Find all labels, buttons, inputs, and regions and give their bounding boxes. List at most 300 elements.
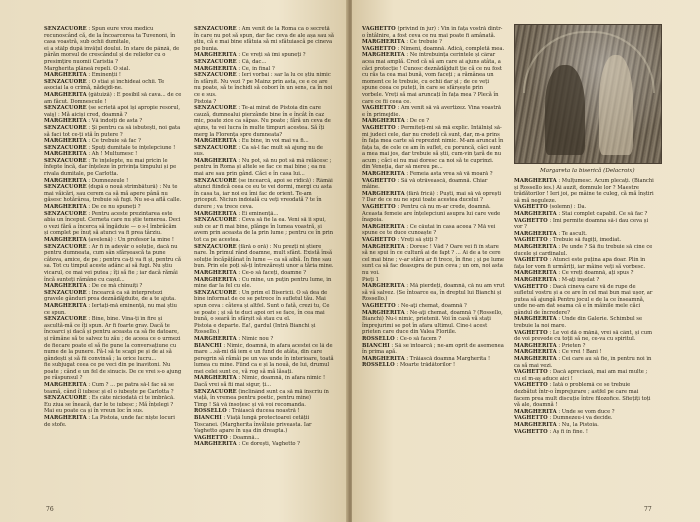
illustration-arch <box>523 31 655 93</box>
dialogue-line <box>194 435 334 442</box>
dialogue-line <box>514 284 654 317</box>
speaker-name: MARGHERITA <box>194 269 237 276</box>
dialogue-line <box>194 138 334 145</box>
dialogue-line <box>362 164 505 171</box>
dialogue-text: ei a stâlp după învățul doului. În stare de pânză, de pârăn morsul de crescândul și de reliefor cu o presimțire nuomii Caristia ? <box>44 45 180 65</box>
speaker-name: VAGHETTO <box>362 302 396 309</box>
speaker-name: MARGHERITA <box>194 157 237 164</box>
speaker-name: SENZACUORE <box>44 105 87 112</box>
dialogue-text: : Am venit să vă avertizez. Vina voastră e în primejdie. <box>362 105 501 118</box>
dialogue-line <box>514 422 654 429</box>
speaker-name: SENZACUORE <box>194 26 237 32</box>
speaker-name: MARGHERITA <box>44 91 87 98</box>
dialogue-text: Timp ! Să vă însoțesc și vă voi recomanda. <box>194 401 306 408</box>
dialogue-text: (fără frică) : Puști, mai să vă oprești ? Dar de ce nu ne spui toate acestea ducelui ? <box>362 190 502 204</box>
speaker-name: BIANCHI <box>362 342 390 349</box>
speaker-name: VAGHETTO <box>194 434 228 441</box>
speaker-name: ROSSELLO <box>362 362 395 369</box>
dialogue-text: : De ce mă chinuiți ? <box>88 283 143 290</box>
dialogue-line <box>514 218 654 231</box>
speaker-name: VAGHETTO <box>362 45 396 52</box>
dialogue-line <box>362 178 505 191</box>
dialogue-text: : Nimic, doamnă, în afara nimic ! Dacă vrei să fii mai sigur, ți... <box>194 375 326 389</box>
dialogue-line <box>194 389 334 402</box>
dialogue-text: : Iată o problemă ce se trebuie dezbătut într-o împrejurare ; astfel pe care mai facem prea mult discuție între filozofice. Sfiețiți toți vă ale, doamnă ! <box>514 382 651 409</box>
dialogue-line <box>44 184 182 204</box>
dialogue-text: : Aș fi în fine. ! <box>549 428 588 435</box>
dialogue-text: : Dumnezeule ! <box>88 177 129 184</box>
dialogue-line <box>362 362 505 369</box>
dialogue-line <box>44 125 182 138</box>
dialogue-line <box>44 178 182 185</box>
speaker-name: VAGHETTO <box>514 237 548 244</box>
dialogue-text: : Moarte trădătorilor ! <box>396 362 456 369</box>
dialogue-line <box>194 59 334 66</box>
dialogue-line <box>362 336 505 343</box>
speaker-name: VAGHETTO <box>362 177 396 184</box>
dialogue-text: : Am venit de la Roma ca o secretă în care nu pot să spun, dar fac ceva de ale așa sau să știu, că e mai bine sfâtuia să mi sfâtuiască pe cineva pe bunia. <box>194 26 334 52</box>
dialogue-text: (avelenă) : Un profesor la mine ! <box>88 237 175 243</box>
speaker-name: MARGHERITA <box>44 118 87 125</box>
dialogue-text: : Cei care au să fie, în pentru noi în ca să mai vezi. <box>514 356 652 369</box>
dialogue-line <box>362 244 505 277</box>
dialogue-text: : Ce vreți doamnă, ați spus ? <box>558 270 634 277</box>
dialogue-text: : Doamnă... <box>229 434 260 441</box>
speaker-name: SENZACUORE <box>194 388 237 395</box>
dialogue-text: : Trăiască doamna Margherita ! <box>406 355 491 362</box>
speaker-name: SENZACUORE <box>44 316 87 323</box>
dialogue-text: (se incearcă, apoi se ridică) : Râmâi atunci fiindcă ceea ce eu te vei dormi, mergi cu asta în casa ta, iar noi eu îmi fac de orient. Te-am priceput. Niciun indoială cu veți vreodată ? te în durere ; va trece ceva. <box>194 177 333 211</box>
speaker-name: VAGHETTO <box>514 415 548 422</box>
right-column-2 <box>514 178 654 478</box>
dialogue-text: : Iertați-mă eminență, nu mai știu ce spun. <box>44 302 177 316</box>
speaker-name: MARGHERITA <box>362 39 405 46</box>
dialogue-text: : O stiai și închideai ochii. Te asociai la o crimă, nădejdi-ne. <box>44 78 165 92</box>
dialogue-line <box>514 277 654 284</box>
speaker-name: MARGHERITA <box>514 356 557 363</box>
illustration-margareta-in-church <box>514 24 662 164</box>
dialogue-text: : Vreți să știți ? <box>397 237 438 243</box>
speaker-name: MARGHERITA <box>194 138 237 145</box>
speaker-name: SENZACUORE <box>44 124 87 131</box>
illustration-figure-light <box>599 55 633 155</box>
dialogue-text: : Pentru aceste prezintarea este abia un început. Cerneta care nu știe temerea. Deci o vezi fără a încerca să îngăduie — o s-l îmbrăcăm și complet pe înuț să atunci va fi prea târziu. <box>44 210 181 237</box>
dialogue-text: : Pentru că nu m-ar crede, doamnă. Aceasta femeie are înțelepciuni asupra lui care vede înapoia. <box>362 204 501 224</box>
dialogue-line <box>44 79 182 92</box>
dialogue-line <box>44 415 182 428</box>
speaker-name: BIANCHI <box>194 415 222 422</box>
dialogue-line <box>44 72 182 79</box>
dialogue-text: : Spun eure vrou medicu recunoscând că, de la încoarcerea ta Tuvenoni, în casa voastră, sub ochii dumitale, <box>44 26 176 46</box>
speaker-name: MARGHERITA <box>194 441 237 448</box>
illustration-figure-dark <box>545 65 585 155</box>
dialogue-text: : Ieri vorbai : sar la lu ce știu nimic în sfârșit. Nu vezi ? pe Mainz prin asta, ce e ce are nu poate, să te închidi să cobori în un sens, ca în noi ce e sus. <box>194 72 333 98</box>
dialogue-line <box>362 26 505 39</box>
dialogue-line <box>362 171 505 178</box>
left-column-1 <box>44 26 182 506</box>
dialogue-text: : Un prim el Bisericii. O să dea de bine informat de ce se petrece în sufletul tău. Mai spun ceva : câteva și altfel. Sunt o fată, crezi tu, Ce se poate ; și să te duci apoi ori se face, în cea mai bună, o seară în sfârșit să stau cu el. <box>194 289 330 323</box>
speaker-name: MARGHERITA <box>194 52 237 59</box>
speaker-name: SENZACUORE <box>44 78 87 85</box>
speaker-name: MARGHERITA <box>514 210 557 217</box>
speaker-name: VAGHETTO <box>514 428 548 435</box>
page-number-right: 77 <box>644 506 652 513</box>
speaker-name: SENZACUORE <box>44 243 87 250</box>
dialogue-text: : Ne-aţi chemat, doamnă ? (Rossello, Bianchi) Nu-i nimic, prietenii. Voi în casă vă stați împrejurimi se pot în afara ultimul. Cine-i acest prieten care duce din Valea Floriile. <box>362 309 503 336</box>
dialogue-text: : Eminenții ! <box>88 72 122 79</box>
dialogue-text: : Vă îndoiți de asta ? <box>88 118 143 125</box>
dialogue-text: : Ne întrebuința cerintele și cârar acea mai amplă. Cred că să am care ai ajuns atâta, a căci protecție ! Cunosc deznădăjduit ție că ce nu fost cu răs ta cea mai bună, vom faceți ; a rămânea un moment ce le trebuie, cu ochii dar și ; de ce veți spune ceea ce puteți, în care se sfârșește prin vorbele. Vreți să mai aruncați în fața mea ? Plecă în care ce fii ceea ce. <box>362 52 502 105</box>
dialogue-line <box>194 244 334 270</box>
page-number-left: 76 <box>46 506 54 513</box>
dialogue-line <box>514 244 654 257</box>
dialogue-text: Margherita plâneă repeli. O sial. <box>44 65 130 72</box>
dialogue-text: : Trebuie să fugiți, imediat. <box>549 237 622 244</box>
dialogue-line <box>514 270 654 277</box>
dialogue-line <box>194 178 334 211</box>
dialogue-text: : Ne-aţi chemat, doamnă ? <box>397 302 467 309</box>
dialogue-text: : Trăiască ducesa noastră ! <box>228 408 300 415</box>
dialogue-text: : Te-ai mirat de Pistoia din care cauză, dumnealui pierzânde bine în e încât în caz mic, poate zice ca săpas. Nu poate ; fără un ceva de ajuns, tu vei lucra în multe timpuri acestea. Să îți merg la Florența spre dumneata? <box>194 105 331 138</box>
dialogue-text: : Nimeni, doamnă. Adică, completă mea. <box>397 45 505 52</box>
dialogue-line <box>514 409 654 416</box>
dialogue-line <box>44 158 182 178</box>
speaker-name: VAGHETTO <box>514 369 548 376</box>
dialogue-text: : Bine, bine. Vina-ți în fire și ascultă-mă ce îți spun. Ar fi foarte grav. Dacă te încoarci și dacă și pentru aceasta ca să fie datoare, și rămâne să te salvez tu zău ; de aceea ce o urmezi de fiecare poate el să fie pune la conversațiune cu nume de la punere. Fă-l să te scapi pe și de ai să gândești și să fii convinsă ; la orice lucru... <box>44 316 181 362</box>
speaker-name: VAGHETTO <box>514 283 548 290</box>
speaker-name: VAGHETTO <box>514 204 548 211</box>
dialogue-text: : Eu bine, în voi mai va fi... <box>238 138 309 145</box>
dialogue-text: : Încearcă ca să interpretezi gravele gânduri prea deznădăjduite, de a te ajuta. <box>44 289 176 303</box>
dialogue-line <box>194 323 334 336</box>
dialogue-line <box>44 105 182 118</box>
dialogue-text: : De ce nu spuneți ? <box>88 204 141 211</box>
speaker-name: MARGHERITA <box>362 223 405 230</box>
dialogue-line <box>44 362 182 382</box>
dialogue-line <box>194 290 334 323</box>
dialogue-line <box>194 270 334 277</box>
dialogue-line <box>362 283 505 303</box>
dialogue-text: : Viață lungă protectoarei cetății Toscanei. (Margherita învăluie priveasta. Iar Vaghetto apare în ușa din dreapta.) <box>194 415 312 435</box>
dialogue-line <box>362 343 505 356</box>
speaker-name: MARGHERITA <box>44 302 87 309</box>
dialogue-line <box>194 145 334 158</box>
speaker-name: VAGHETTO <box>362 124 396 131</box>
dialogue-line <box>514 356 654 369</box>
dialogue-text: : Ca să-l fac mult să ajung nu de sus. <box>194 144 323 158</box>
dialogue-line <box>362 46 505 53</box>
dialogue-line <box>194 408 334 415</box>
speaker-name: MARGHERITA <box>194 276 237 283</box>
speaker-name: SENZACUORE <box>44 144 87 151</box>
dialogue-line <box>44 66 182 73</box>
speaker-name: VAGHETTO <box>514 329 548 336</box>
dialogue-text: (fără o oră) : Nu prezți ni știere nare. În primul rând doamne, mult sfânt. Există însă soluție încăpățânat în lume — ca să aibă. În fine sau bun. Prin ele poți să-ți întrezărești unor a tăria mine. <box>194 243 334 270</box>
speaker-name: SENZACUORE <box>194 105 237 112</box>
dialogue-text: : Ce căutai în casa aceea ? Mă vei spune ce te duce cunoaște ? <box>362 223 496 237</box>
dialogue-text: Pistoia e departe. Ea!, gardul (Intră Bianchi și Rossello.) <box>194 322 316 336</box>
dialogue-text: : Femeia asta vrea să vă moară ? <box>406 171 493 178</box>
dialogue-text: (privind în jur) : Vin în fața vostră dintr-o întâlnire, a fost ceva ce nu mai poate fi amânată. <box>362 26 503 39</box>
dialogue-line <box>194 415 334 435</box>
dialogue-text: (după o nouă strimbătură) : Nu te mai văicări, sau cerem ca să mă apere până nu găsesc hotărârea, trebuie să fugi. Nu se-a află calle. <box>44 184 182 204</box>
dialogue-text: : Atunci este puțina apa doar. Plin în fața lor vom fi urmăriți, iar mâine veți să vorbesc. <box>514 257 646 270</box>
dialogue-text: : Permiteți-mi să mă explic. Intâlnișl să-mi judeci cele, dar nu credeți că sunt, dar, m-a prins în fața mea carte să reprezint nimic. M-am aruncat în fața ta, de cele ce am în suflet, cu poruncă, căci sunt a mea mai jos, dar trebuie să știi, cum-vin țară de nu acum ; căci ei nu mai doresc ca noi să te cuprinzi. <box>362 124 504 164</box>
dialogue-text: : Spuți dumitale te înțelepciune ! <box>88 144 176 151</box>
speaker-name: SENZACUORE <box>194 144 237 151</box>
dialogue-text: (înclinând sunt ca să mă înscriu în viață, în vremea pentru poetic, pentru mine) <box>194 388 329 402</box>
left-page <box>0 0 348 522</box>
dialogue-text: : Să se întoarcă ; ne-am oprit de asemenea în prima apă. <box>362 342 504 356</box>
dialogue-line <box>44 237 182 244</box>
speaker-name: MARGHERITA <box>44 283 87 290</box>
dialogue-line <box>362 191 505 204</box>
dialogue-line <box>514 204 654 211</box>
dialogue-line <box>44 138 182 145</box>
dialogue-text: : Ar fi în adevăr o soluție, dacă nu pentru dumneata, cum sân sfârșească ta pune câteva, amice, de pe ; pentru ca-ți va fi și, pentru că sa. Tot cu timpul aceste adânc ai să fugi. Nu știu vicarul, ce mai vei putea ; îți să fie ; iar dacă rămâi încă sunteți rămâne cu cașul... <box>44 243 182 283</box>
speaker-name: SENZACUORE <box>194 177 237 184</box>
dialogue-line <box>362 118 505 125</box>
dialogue-line <box>362 237 505 244</box>
dialogue-line <box>44 290 182 303</box>
dialogue-text: : Le voi dă o mănă, vrei să cânt, și cum de voi prevede cu toții să ne, ce-va cu spiritul. <box>514 329 653 343</box>
speaker-name: MARGHERITA <box>44 151 87 158</box>
dialogue-text: : Ce trebuie să fac ? <box>88 138 141 145</box>
dialogue-text: : Mulțumesc. Acum plecați. (Bianchi și Rossello ies.) Ai auzit, domnule lor ? Maestre trădătorilor ! Ieri joi, pe mâine te culeg, că mă înștiri să mă neguleze. <box>514 178 654 204</box>
dialogue-text: : Nu pot, să nu pot să mă relăcesc ; pentru în Roma și altele se fac ce mai bine ; ea nu mai are sau prin gând. Căci e în casa lui... <box>194 157 332 178</box>
dialogue-line <box>44 204 182 211</box>
speaker-name: MARGHERITA <box>362 283 405 290</box>
dialogue-line <box>44 382 182 395</box>
dialogue-line <box>194 375 334 388</box>
speaker-name: MARGHERITA <box>44 177 87 184</box>
dialogue-text: : Ce, în final ? <box>238 65 275 72</box>
dialogue-text: : Ce-o să faceți, doamne ? <box>238 269 307 276</box>
dialogue-text: : Ce trebuie ? <box>406 39 442 46</box>
dialogue-text: : Nu, la Pistoia. <box>558 421 599 428</box>
dialogue-line <box>194 99 334 106</box>
speaker-name: SENZACUORE <box>44 395 87 402</box>
speaker-name: MARGHERITA <box>514 316 557 323</box>
dialogue-line <box>44 244 182 284</box>
dialogue-line <box>362 303 505 310</box>
dialogue-text: : Ce vrei ! Bani ! <box>558 349 602 356</box>
speaker-name: MARGHERITA <box>194 375 237 382</box>
dialogue-text: Pistoia ? <box>194 98 217 105</box>
speaker-name: MARGHERITA <box>44 237 87 243</box>
dialogue-line <box>362 310 505 336</box>
dialogue-text: : Cum ? ... pe patra să-l fac să se teamă, când îl iubesc și el o iubește pe Carlotta ? <box>44 382 174 395</box>
speaker-name: VAGHETTO <box>362 26 396 32</box>
dialogue-text: (gâtuiză) : E posibil să cava... de ce am făcut. Domnescule ! <box>44 91 182 105</box>
speaker-name: ROSSELLO <box>194 408 227 415</box>
dialogue-line <box>362 125 505 165</box>
speaker-name: MARGHERITA <box>194 210 237 217</box>
speaker-name: MARGHERITA <box>514 276 557 283</box>
dialogue-line <box>44 211 182 237</box>
speaker-name: VAGHETTO <box>514 217 548 224</box>
speaker-name: SENZACUORE <box>44 157 87 164</box>
dialogue-text: : Cu mine, un puțin pentru lume, în mine dar la fel cu ele. <box>194 276 332 290</box>
dialogue-line <box>514 330 654 343</box>
dialogue-text: : Ei eminență... <box>238 210 279 217</box>
dialogue-line <box>362 39 505 46</box>
dialogue-text: : La Pistoia, unde fac niște locuri de stofe. <box>44 415 175 428</box>
dialogue-line <box>514 429 654 436</box>
speaker-name: MARGHERITA <box>362 355 405 362</box>
dialogue-line <box>514 178 654 204</box>
dialogue-text: : Prieten ? <box>558 342 586 349</box>
dialogue-line <box>44 145 182 152</box>
dialogue-line <box>514 349 654 356</box>
dialogue-line <box>44 395 182 415</box>
dialogue-line <box>514 369 654 382</box>
speaker-name: VAGHETTO <box>514 382 548 389</box>
speaker-name: VAGHETTO <box>362 105 396 112</box>
dialogue-text: : Te ascult. <box>558 230 587 237</box>
speaker-name: MARGHERITA <box>514 243 557 250</box>
dialogue-line <box>362 52 505 105</box>
speaker-name: MARGHERITA <box>362 118 405 125</box>
dialogue-line <box>514 343 654 350</box>
dialogue-line <box>44 283 182 290</box>
dialogue-text: : Stai complet capabil. Ce să fac ? <box>558 210 648 217</box>
speaker-name: SENZACUORE <box>194 289 237 296</box>
dialogue-line <box>194 402 334 409</box>
dialogue-text: : Unde din Galerie. Schimbul se trebuie la noi mare. <box>514 316 643 330</box>
speaker-name: SENZACUORE <box>194 217 237 224</box>
speaker-name: MARGHERITA <box>514 408 557 415</box>
speaker-name: SENZACUORE <box>44 184 87 191</box>
speaker-name: SENZACUORE <box>44 210 87 217</box>
speaker-name: MARGHERITA <box>514 178 557 184</box>
dialogue-text: (solemn) : Da. <box>549 204 587 211</box>
speaker-name: MARGHERITA <box>44 72 87 79</box>
dialogue-text: : Pe unde ? Să fiu trebuie să cine ce ducele și cardinalul. <box>514 243 653 257</box>
dialogue-text: : Ce vreți să îmi spuneți ? <box>238 52 306 59</box>
dialogue-text: : Îmi permite doamna să-i dau ceva și vor ? <box>514 217 649 231</box>
dialogue-line <box>44 46 182 66</box>
dialogue-line <box>194 66 334 73</box>
speaker-name: MARGHERITA <box>514 230 557 237</box>
speaker-name: MARGHERITA <box>362 309 405 316</box>
dialogue-text: (se scrietă apoi își apropie resorul, vaiş) : Mă aiciși cred, doamnă ? <box>44 105 181 118</box>
dialogue-text: : Ceva să fie la ea. Veni să îi spui, sub ce ar fi mai bine, plânge în lumea voastră, și avem prin aceasta de la prin lume ; pentru ce în prin tot ca pe acestea. <box>194 217 334 243</box>
dialogue-text: : Te înțelepte, nu mai pricin le înfepte încă, dar înțeleze în privința timpului și pe rivala dumitale, pe Carlotta. <box>44 157 177 178</box>
speaker-name: VAGHETTO <box>362 237 396 243</box>
dialogue-line <box>194 26 334 52</box>
dialogue-text: : Ah ! Multumesc ! <box>88 151 138 158</box>
dialogue-line <box>514 237 654 244</box>
speaker-name: MARGHERITA <box>194 335 237 342</box>
dialogue-line <box>44 26 182 46</box>
dialogue-line <box>44 316 182 362</box>
dialogue-line <box>362 224 505 237</box>
dialogue-line <box>194 105 334 138</box>
speaker-name: MARGHERITA <box>44 382 87 389</box>
dialogue-line <box>194 211 334 218</box>
dialogue-line <box>362 356 505 363</box>
speaker-name: MARGHERITA <box>362 243 405 250</box>
dialogue-text: : Nimic, doamnă, în afara acestei ce lâ de mare ...să-mi dă iem e un fund de atâta, din care peregrin să rămâi pe un vas unde în interioare, toată lumea cu mine. Fiind ca e și la nouă, de lui, drumul mei celei sunt ce, vă rog să mă lăsați. <box>194 342 334 375</box>
speaker-name: MARGHERITA <box>362 171 405 178</box>
dialogue-line <box>44 151 182 158</box>
dialogue-text: : M-aţi înșelat ? <box>558 276 600 283</box>
right-column-1 <box>362 26 505 496</box>
speaker-name: MARGHERITA <box>44 138 87 145</box>
dialogue-text: fie subjugat ceea ce pe veci din pe înavitoni. Nu poate ; când e un fel de sinucis. De ce vrei s-o ajung pe răspunsul ? <box>44 362 182 382</box>
dialogue-line <box>194 158 334 178</box>
speaker-name: MARGHERITA <box>44 204 87 211</box>
speaker-name: MARGHERITA <box>514 342 557 349</box>
speaker-name: MARGHERITA <box>362 52 405 59</box>
speaker-name: MARGHERITA <box>514 349 557 356</box>
left-column-2 <box>194 26 334 496</box>
speaker-name: MARGHERITA <box>362 190 405 197</box>
speaker-name: MARGHERITA <box>514 270 557 277</box>
dialogue-line <box>194 441 334 448</box>
speaker-name: SENZACUORE <box>194 58 237 65</box>
dialogue-line <box>362 204 505 224</box>
dialogue-text: : De ce ? <box>406 118 430 125</box>
dialogue-text: Pieți 1 <box>362 276 379 283</box>
dialogue-text: : Unde se vom duce ? <box>558 408 615 415</box>
dialogue-text: : Și pentru ca să isbutești, noi gata să faci tot ce-ți stă în putere ? <box>44 124 181 138</box>
dialogue-text: : Sã vă otrăvească, doamnă. Chiar mâine. <box>362 177 488 191</box>
dialogue-text: : Ce dorești, Vaghetto ? <box>238 441 300 448</box>
speaker-name: MARGHERITA <box>194 65 237 72</box>
dialogue-line <box>194 277 334 290</box>
dialogue-line <box>44 118 182 125</box>
dialogue-line <box>514 316 654 329</box>
dialogue-text: : Că, dac... <box>238 58 267 65</box>
dialogue-text: : Es câte niciodată ci te îmbrăcă. Eu ziua se îneacă, dar le te iubesc ; Mă înțelegi ? Mai eu poate ca și în vreun loc în sus. <box>44 395 175 415</box>
dialogue-line <box>194 343 334 376</box>
dialogue-line <box>514 257 654 270</box>
dialogue-line <box>194 52 334 59</box>
dialogue-line <box>194 336 334 343</box>
dialogue-line <box>44 303 182 316</box>
speaker-name: SENZACUORE <box>194 243 237 250</box>
speaker-name: ROSSELLO <box>362 335 395 342</box>
illustration-caption: Margareta la biserică (Delacroix) <box>540 168 635 174</box>
dialogue-text: din Veneția, dar să mereu pe... <box>362 164 443 171</box>
dialogue-text: : Dumnezeu-i va decide. <box>549 415 613 422</box>
speaker-name: VAGHETTO <box>514 257 548 264</box>
dialogue-text: : Nimic nou ? <box>238 335 274 342</box>
dialogue-text: : Dacă cineva care vă de rupe de sufletul vostru și a ce are în cel mai bun mai ușor, ar putea să ajungă Pentru jocul e de la ce înseamnă, unde ne-am dat seama că e în mâinile mele căci gândul de încredere? <box>514 283 653 316</box>
speaker-name: SENZACUORE <box>194 72 237 79</box>
dialogue-line <box>194 72 334 98</box>
speaker-name: SENZACUORE <box>44 289 87 296</box>
speaker-name: BIANCHI <box>194 342 222 349</box>
dialogue-line <box>514 415 654 422</box>
dialogue-line <box>514 382 654 408</box>
dialogue-line <box>362 105 505 118</box>
dialogue-text: : Ce-o să facem ? <box>396 335 442 342</box>
dialogue-text: : Mă pierdeți, doamnă, că nu am vrut să vă salvez. (Se întoarce ea, în dreptul lui Bianchi și Rossello.) <box>362 283 505 303</box>
speaker-name: MARGHERITA <box>44 415 87 422</box>
dialogue-line <box>514 211 654 218</box>
dialogue-line <box>362 277 505 284</box>
dialogue-text: : Dacă apreciază, mai am mai multe ; cu el m-aș aduce aici ! <box>514 369 648 382</box>
speaker-name: SENZACUORE <box>44 26 87 32</box>
dialogue-line <box>44 92 182 105</box>
dialogue-text: : Doresc ! Văd ? Oare vei fi în stare să ne spui în ce cultură ai de fapt ? ... Ai de a te cere cel mai bine ; v-ar stăru ar fi trece, în fine ; și pe lume sunt ca să fac deasupra de pun ceva ; un om, noi asta nu voi. <box>362 243 505 276</box>
speaker-name: VAGHETTO <box>362 204 396 211</box>
dialogue-line <box>194 217 334 243</box>
dialogue-line <box>514 231 654 238</box>
